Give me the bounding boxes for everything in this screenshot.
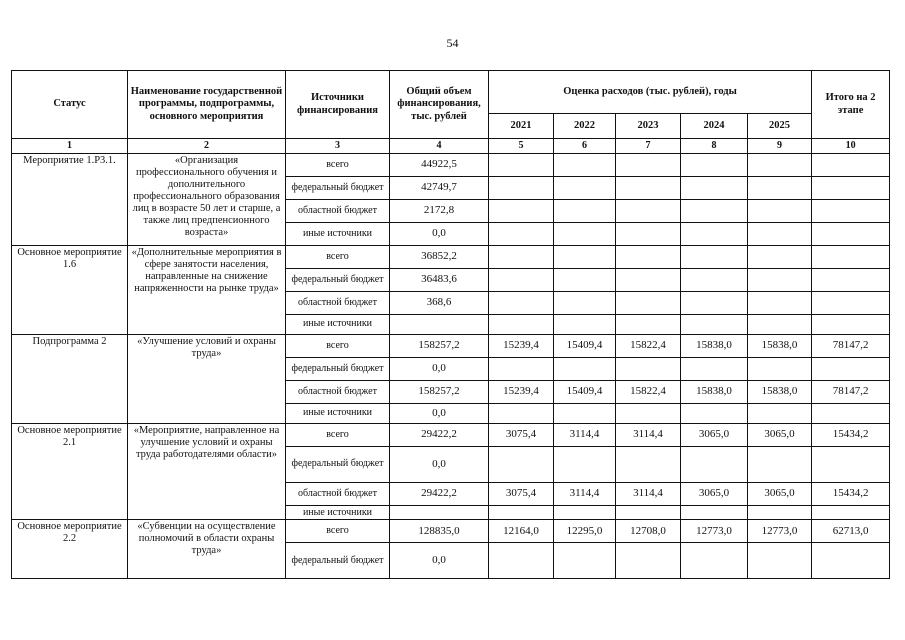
- header-name: Наименование государственной программы, подпрограммы, основного мероприятия: [128, 71, 286, 139]
- stage-total-cell: [812, 543, 890, 579]
- financing-table: [11, 70, 890, 579]
- funding-source-cell: всего: [286, 423, 390, 446]
- year-2025-cell: 12773,0: [748, 520, 812, 543]
- table-row: [12, 334, 890, 357]
- year-2023-cell: [616, 291, 681, 314]
- year-2024-cell: [681, 291, 748, 314]
- year-2022-cell: [554, 268, 616, 291]
- column-number: 7: [616, 139, 681, 154]
- stage-total-cell: [812, 505, 890, 520]
- table-row: [12, 245, 890, 268]
- program-name-cell: «Организация профессионального обучения и дополнительного профессионального образования лиц в возрасте 50 лет и старше, а также лиц предпенсионного возраста»: [128, 153, 286, 245]
- year-2024-cell: [681, 176, 748, 199]
- year-2024-cell: 12773,0: [681, 520, 748, 543]
- year-2024-cell: 3065,0: [681, 423, 748, 446]
- header-sources: Источники финансирования: [286, 71, 390, 139]
- year-2023-cell: [616, 176, 681, 199]
- total-cell: 368,6: [390, 291, 489, 314]
- year-2024-cell: [681, 222, 748, 245]
- year-2024-cell: [681, 314, 748, 334]
- year-2022-cell: [554, 403, 616, 423]
- program-name-cell: «Субвенции на осуществление полномочий в области охраны труда»: [128, 520, 286, 579]
- year-2024-cell: [681, 403, 748, 423]
- year-2025-cell: [748, 268, 812, 291]
- column-number: 6: [554, 139, 616, 154]
- year-2025-cell: [748, 403, 812, 423]
- column-number: 10: [812, 139, 890, 154]
- year-2021-cell: 15239,4: [489, 334, 554, 357]
- year-2023-cell: 15822,4: [616, 334, 681, 357]
- program-name-cell: «Дополнительные мероприятия в сфере занятости населения, направленные на снижение напряженности на рынке труда»: [128, 245, 286, 334]
- year-2025-cell: [748, 176, 812, 199]
- year-2021-cell: 3075,4: [489, 482, 554, 505]
- total-cell: 44922,5: [390, 153, 489, 176]
- column-number: 9: [748, 139, 812, 154]
- stage-total-cell: [812, 291, 890, 314]
- header-year: 2025: [748, 114, 812, 139]
- year-2022-cell: 15409,4: [554, 334, 616, 357]
- total-cell: 42749,7: [390, 176, 489, 199]
- year-2023-cell: 15822,4: [616, 380, 681, 403]
- funding-source-cell: всего: [286, 334, 390, 357]
- funding-source-cell: иные источники: [286, 505, 390, 520]
- year-2021-cell: [489, 199, 554, 222]
- header-year: 2023: [616, 114, 681, 139]
- funding-source-cell: федеральный бюджет: [286, 357, 390, 380]
- column-number: 5: [489, 139, 554, 154]
- header-year: 2022: [554, 114, 616, 139]
- funding-source-cell: областной бюджет: [286, 199, 390, 222]
- total-cell: 158257,2: [390, 380, 489, 403]
- funding-source-cell: иные источники: [286, 314, 390, 334]
- year-2021-cell: [489, 446, 554, 482]
- total-cell: 0,0: [390, 446, 489, 482]
- column-number: 8: [681, 139, 748, 154]
- table-row: [12, 423, 890, 446]
- stage-total-cell: 62713,0: [812, 520, 890, 543]
- funding-source-cell: областной бюджет: [286, 482, 390, 505]
- year-2021-cell: [489, 314, 554, 334]
- year-2021-cell: [489, 176, 554, 199]
- year-2022-cell: 15409,4: [554, 380, 616, 403]
- stage-total-cell: 78147,2: [812, 334, 890, 357]
- year-2022-cell: [554, 446, 616, 482]
- year-2025-cell: [748, 245, 812, 268]
- year-2021-cell: 3075,4: [489, 423, 554, 446]
- stage-total-cell: 15434,2: [812, 423, 890, 446]
- year-2024-cell: [681, 153, 748, 176]
- year-2025-cell: [748, 543, 812, 579]
- total-cell: 29422,2: [390, 482, 489, 505]
- year-2023-cell: [616, 505, 681, 520]
- year-2022-cell: [554, 153, 616, 176]
- table-body: [12, 153, 890, 579]
- year-2023-cell: [616, 543, 681, 579]
- year-2025-cell: 3065,0: [748, 482, 812, 505]
- total-cell: [390, 505, 489, 520]
- program-name-cell: «Мероприятие, направленное на улучшение условий и охраны труда работодателями области»: [128, 423, 286, 520]
- year-2022-cell: [554, 314, 616, 334]
- year-2021-cell: 12164,0: [489, 520, 554, 543]
- funding-source-cell: областной бюджет: [286, 380, 390, 403]
- year-2024-cell: 15838,0: [681, 380, 748, 403]
- year-2025-cell: [748, 199, 812, 222]
- year-2021-cell: [489, 357, 554, 380]
- total-cell: 36852,2: [390, 245, 489, 268]
- header-total: Общий объем финансирования, тыс. рублей: [390, 71, 489, 139]
- year-2022-cell: [554, 543, 616, 579]
- column-number: 3: [286, 139, 390, 154]
- header-stage-total: Итого на 2 этапе: [812, 71, 890, 139]
- year-2024-cell: [681, 199, 748, 222]
- year-2025-cell: [748, 314, 812, 334]
- total-cell: 158257,2: [390, 334, 489, 357]
- header-status: Статус: [12, 71, 128, 139]
- year-2021-cell: 15239,4: [489, 380, 554, 403]
- year-2021-cell: [489, 505, 554, 520]
- year-2023-cell: [616, 403, 681, 423]
- stage-total-cell: [812, 153, 890, 176]
- year-2024-cell: [681, 268, 748, 291]
- year-2025-cell: 3065,0: [748, 423, 812, 446]
- funding-source-cell: иные источники: [286, 222, 390, 245]
- status-cell: Основное мероприятие 1.6: [12, 245, 128, 334]
- stage-total-cell: [812, 176, 890, 199]
- page-number: 54: [446, 36, 459, 50]
- stage-total-cell: [812, 245, 890, 268]
- year-2025-cell: [748, 153, 812, 176]
- total-cell: 0,0: [390, 543, 489, 579]
- year-2024-cell: [681, 505, 748, 520]
- year-2021-cell: [489, 403, 554, 423]
- stage-total-cell: 15434,2: [812, 482, 890, 505]
- year-2023-cell: [616, 199, 681, 222]
- table-row: [12, 520, 890, 543]
- year-2024-cell: [681, 357, 748, 380]
- year-2025-cell: [748, 446, 812, 482]
- year-2025-cell: [748, 505, 812, 520]
- column-number: 2: [128, 139, 286, 154]
- status-cell: Мероприятие 1.Р3.1.: [12, 153, 128, 245]
- year-2021-cell: [489, 291, 554, 314]
- year-2022-cell: [554, 176, 616, 199]
- year-2022-cell: [554, 505, 616, 520]
- stage-total-cell: [812, 199, 890, 222]
- year-2023-cell: [616, 268, 681, 291]
- year-2025-cell: 15838,0: [748, 334, 812, 357]
- status-cell: Основное мероприятие 2.2: [12, 520, 128, 579]
- funding-source-cell: иные источники: [286, 403, 390, 423]
- year-2022-cell: [554, 291, 616, 314]
- funding-source-cell: всего: [286, 520, 390, 543]
- year-2024-cell: [681, 543, 748, 579]
- stage-total-cell: [812, 314, 890, 334]
- program-name-cell: «Улучшение условий и охраны труда»: [128, 334, 286, 423]
- funding-source-cell: всего: [286, 245, 390, 268]
- stage-total-cell: [812, 357, 890, 380]
- year-2025-cell: 15838,0: [748, 380, 812, 403]
- year-2021-cell: [489, 153, 554, 176]
- year-2023-cell: [616, 153, 681, 176]
- header-year: 2024: [681, 114, 748, 139]
- total-cell: 36483,6: [390, 268, 489, 291]
- year-2022-cell: 3114,4: [554, 482, 616, 505]
- stage-total-cell: [812, 446, 890, 482]
- total-cell: 128835,0: [390, 520, 489, 543]
- year-2022-cell: [554, 357, 616, 380]
- stage-total-cell: [812, 222, 890, 245]
- year-2023-cell: 12708,0: [616, 520, 681, 543]
- year-2022-cell: [554, 199, 616, 222]
- year-2023-cell: 3114,4: [616, 423, 681, 446]
- year-2023-cell: 3114,4: [616, 482, 681, 505]
- year-2025-cell: [748, 291, 812, 314]
- year-2023-cell: [616, 222, 681, 245]
- header-year: 2021: [489, 114, 554, 139]
- year-2021-cell: [489, 245, 554, 268]
- year-2022-cell: [554, 245, 616, 268]
- total-cell: 0,0: [390, 357, 489, 380]
- year-2024-cell: 15838,0: [681, 334, 748, 357]
- year-2024-cell: 3065,0: [681, 482, 748, 505]
- total-cell: 0,0: [390, 222, 489, 245]
- year-2023-cell: [616, 357, 681, 380]
- year-2021-cell: [489, 268, 554, 291]
- funding-source-cell: федеральный бюджет: [286, 543, 390, 579]
- stage-total-cell: [812, 403, 890, 423]
- funding-source-cell: федеральный бюджет: [286, 446, 390, 482]
- funding-source-cell: всего: [286, 153, 390, 176]
- year-2024-cell: [681, 446, 748, 482]
- year-2025-cell: [748, 222, 812, 245]
- year-2021-cell: [489, 543, 554, 579]
- total-cell: 0,0: [390, 403, 489, 423]
- year-2025-cell: [748, 357, 812, 380]
- table-row: [12, 153, 890, 176]
- funding-source-cell: федеральный бюджет: [286, 268, 390, 291]
- funding-source-cell: федеральный бюджет: [286, 176, 390, 199]
- year-2021-cell: [489, 222, 554, 245]
- status-cell: Основное мероприятие 2.1: [12, 423, 128, 520]
- total-cell: [390, 314, 489, 334]
- year-2022-cell: [554, 222, 616, 245]
- column-number: 1: [12, 139, 128, 154]
- year-2022-cell: 3114,4: [554, 423, 616, 446]
- year-2022-cell: 12295,0: [554, 520, 616, 543]
- status-cell: Подпрограмма 2: [12, 334, 128, 423]
- year-2023-cell: [616, 314, 681, 334]
- header-estimate: Оценка расходов (тыс. рублей), годы: [489, 71, 812, 114]
- funding-source-cell: областной бюджет: [286, 291, 390, 314]
- year-2024-cell: [681, 245, 748, 268]
- stage-total-cell: [812, 268, 890, 291]
- stage-total-cell: 78147,2: [812, 380, 890, 403]
- year-2023-cell: [616, 446, 681, 482]
- total-cell: 29422,2: [390, 423, 489, 446]
- column-number: 4: [390, 139, 489, 154]
- year-2023-cell: [616, 245, 681, 268]
- total-cell: 2172,8: [390, 199, 489, 222]
